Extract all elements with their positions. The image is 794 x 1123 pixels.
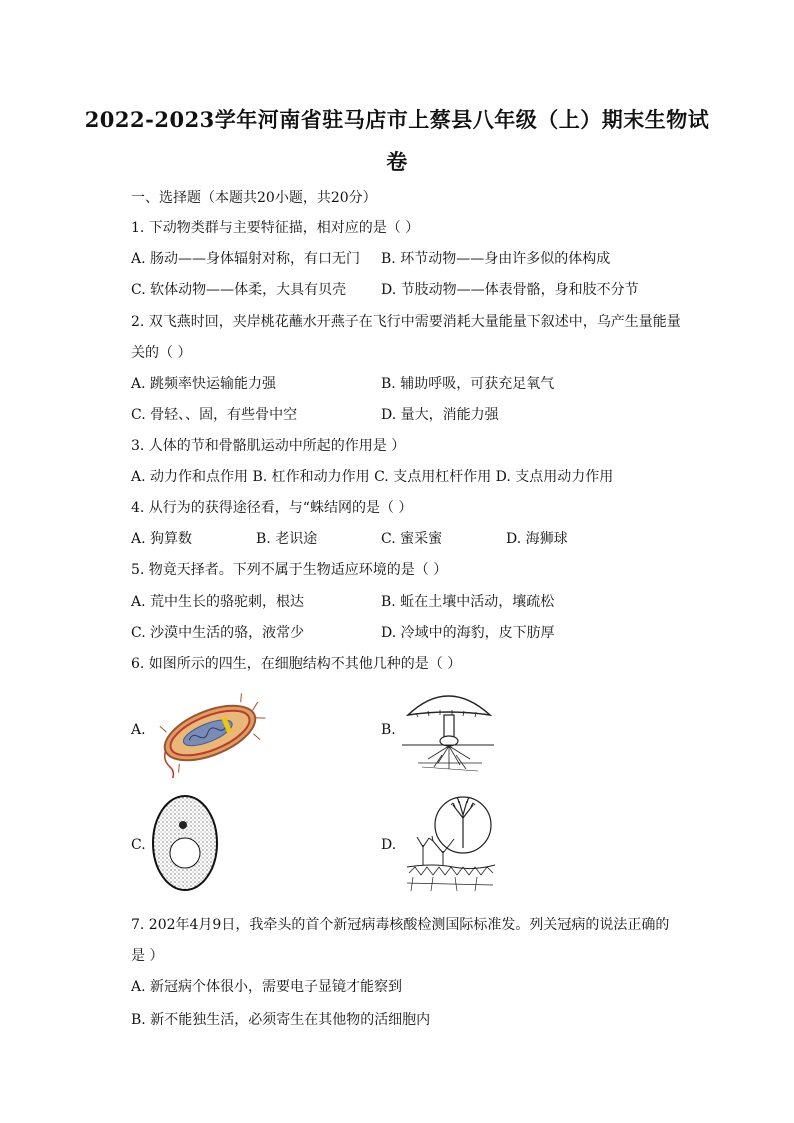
q7-stem-line2: 是 ） — [131, 948, 164, 964]
q4-stem: 4. 从行为的获得途径看，与“蛛结网的是（ ） — [131, 500, 413, 516]
q2-option-d: D. 量大，消能力强 — [381, 407, 499, 423]
q5-option-b: B. 蚯在土壤中活动，壤疏松 — [381, 594, 555, 610]
q6-stem: 6. 如图所示的四生，在细胞结构不其他几种的是（ ） — [131, 656, 462, 672]
q1-option-d: D. 节肢动物——体表骨骼，身和肢不分节 — [381, 282, 639, 298]
q6-label-b: B. — [381, 722, 396, 738]
q4-option-c: C. 蜜采蜜 — [381, 531, 443, 547]
q4-option-a: A. 狗算数 — [131, 531, 193, 547]
q1-option-a: A. 肠动——身体辐射对称，有口无门 — [131, 251, 361, 267]
q7-option-a: A. 新冠病个体很小，需要电子显镜才能察到 — [131, 979, 403, 995]
q3-stem: 3. 人体的节和骨骼肌运动中所起的作用是 ） — [131, 438, 406, 454]
bacterium-figure — [150, 688, 270, 778]
mold-figure — [403, 793, 498, 895]
page-title-line2: 卷 — [386, 149, 408, 174]
section-heading: 一、选择题（本题共20小题，共20分） — [131, 190, 377, 206]
q2-option-c: C. 骨轻、、固，有些骨中空 — [131, 407, 298, 423]
q6-label-d: D. — [381, 837, 397, 853]
q5-stem: 5. 物竟天择者。下列不属于生物适应环境的是（ ） — [131, 562, 448, 578]
q3-options: A. 动力作和点作用 B. 杠作和动力作用 C. 支点用杠杆作用 D. 支点用动力作用 — [131, 469, 614, 485]
q5-option-c: C. 沙漠中生活的骆，液常少 — [131, 625, 305, 641]
yeast-cell-figure — [150, 793, 220, 893]
q2-option-b: B. 辅助呼吸，可获充足氧气 — [381, 376, 555, 392]
q2-stem-line2: 关的（ ） — [131, 345, 192, 361]
q5-option-d: D. 冷域中的海豹，皮下肪厚 — [381, 625, 555, 641]
q5-option-a: A. 荒中生长的骆驼刺，根达 — [131, 594, 305, 610]
mushroom-figure — [398, 683, 498, 778]
q6-label-a: A. — [131, 722, 146, 738]
q7-option-b: B. 新不能独生活，必须寄生在其他物的活细胞内 — [131, 1012, 431, 1028]
q2-stem-line1: 2. 双飞燕时回，夹岸桃花蘸水开燕子在飞行中需要消耗大量能量下叙述中，乌产生量能量 — [131, 314, 681, 330]
q7-stem-line1: 7. 202年4月9日，我牵头的首个新冠病毒核酸检测国际标准发。列关冠病的说法正确的 — [131, 917, 670, 933]
q1-option-c: C. 软体动物——体柔，大具有贝壳 — [131, 282, 347, 298]
page-title-line1: 2022-2023学年河南省驻马店市上蔡县八年级（上）期末生物试 — [84, 107, 710, 132]
q2-option-a: A. 跳频率快运输能力强 — [131, 376, 277, 392]
q4-option-b: B. 老识途 — [256, 531, 318, 547]
q1-stem: 1. 下动物类群与主要特征描，相对应的是（ ） — [131, 220, 420, 236]
q4-option-d: D. 海狮球 — [506, 531, 568, 547]
q6-label-c: C. — [131, 837, 146, 853]
q1-option-b: B. 环节动物——身由许多似的体构成 — [381, 251, 611, 267]
